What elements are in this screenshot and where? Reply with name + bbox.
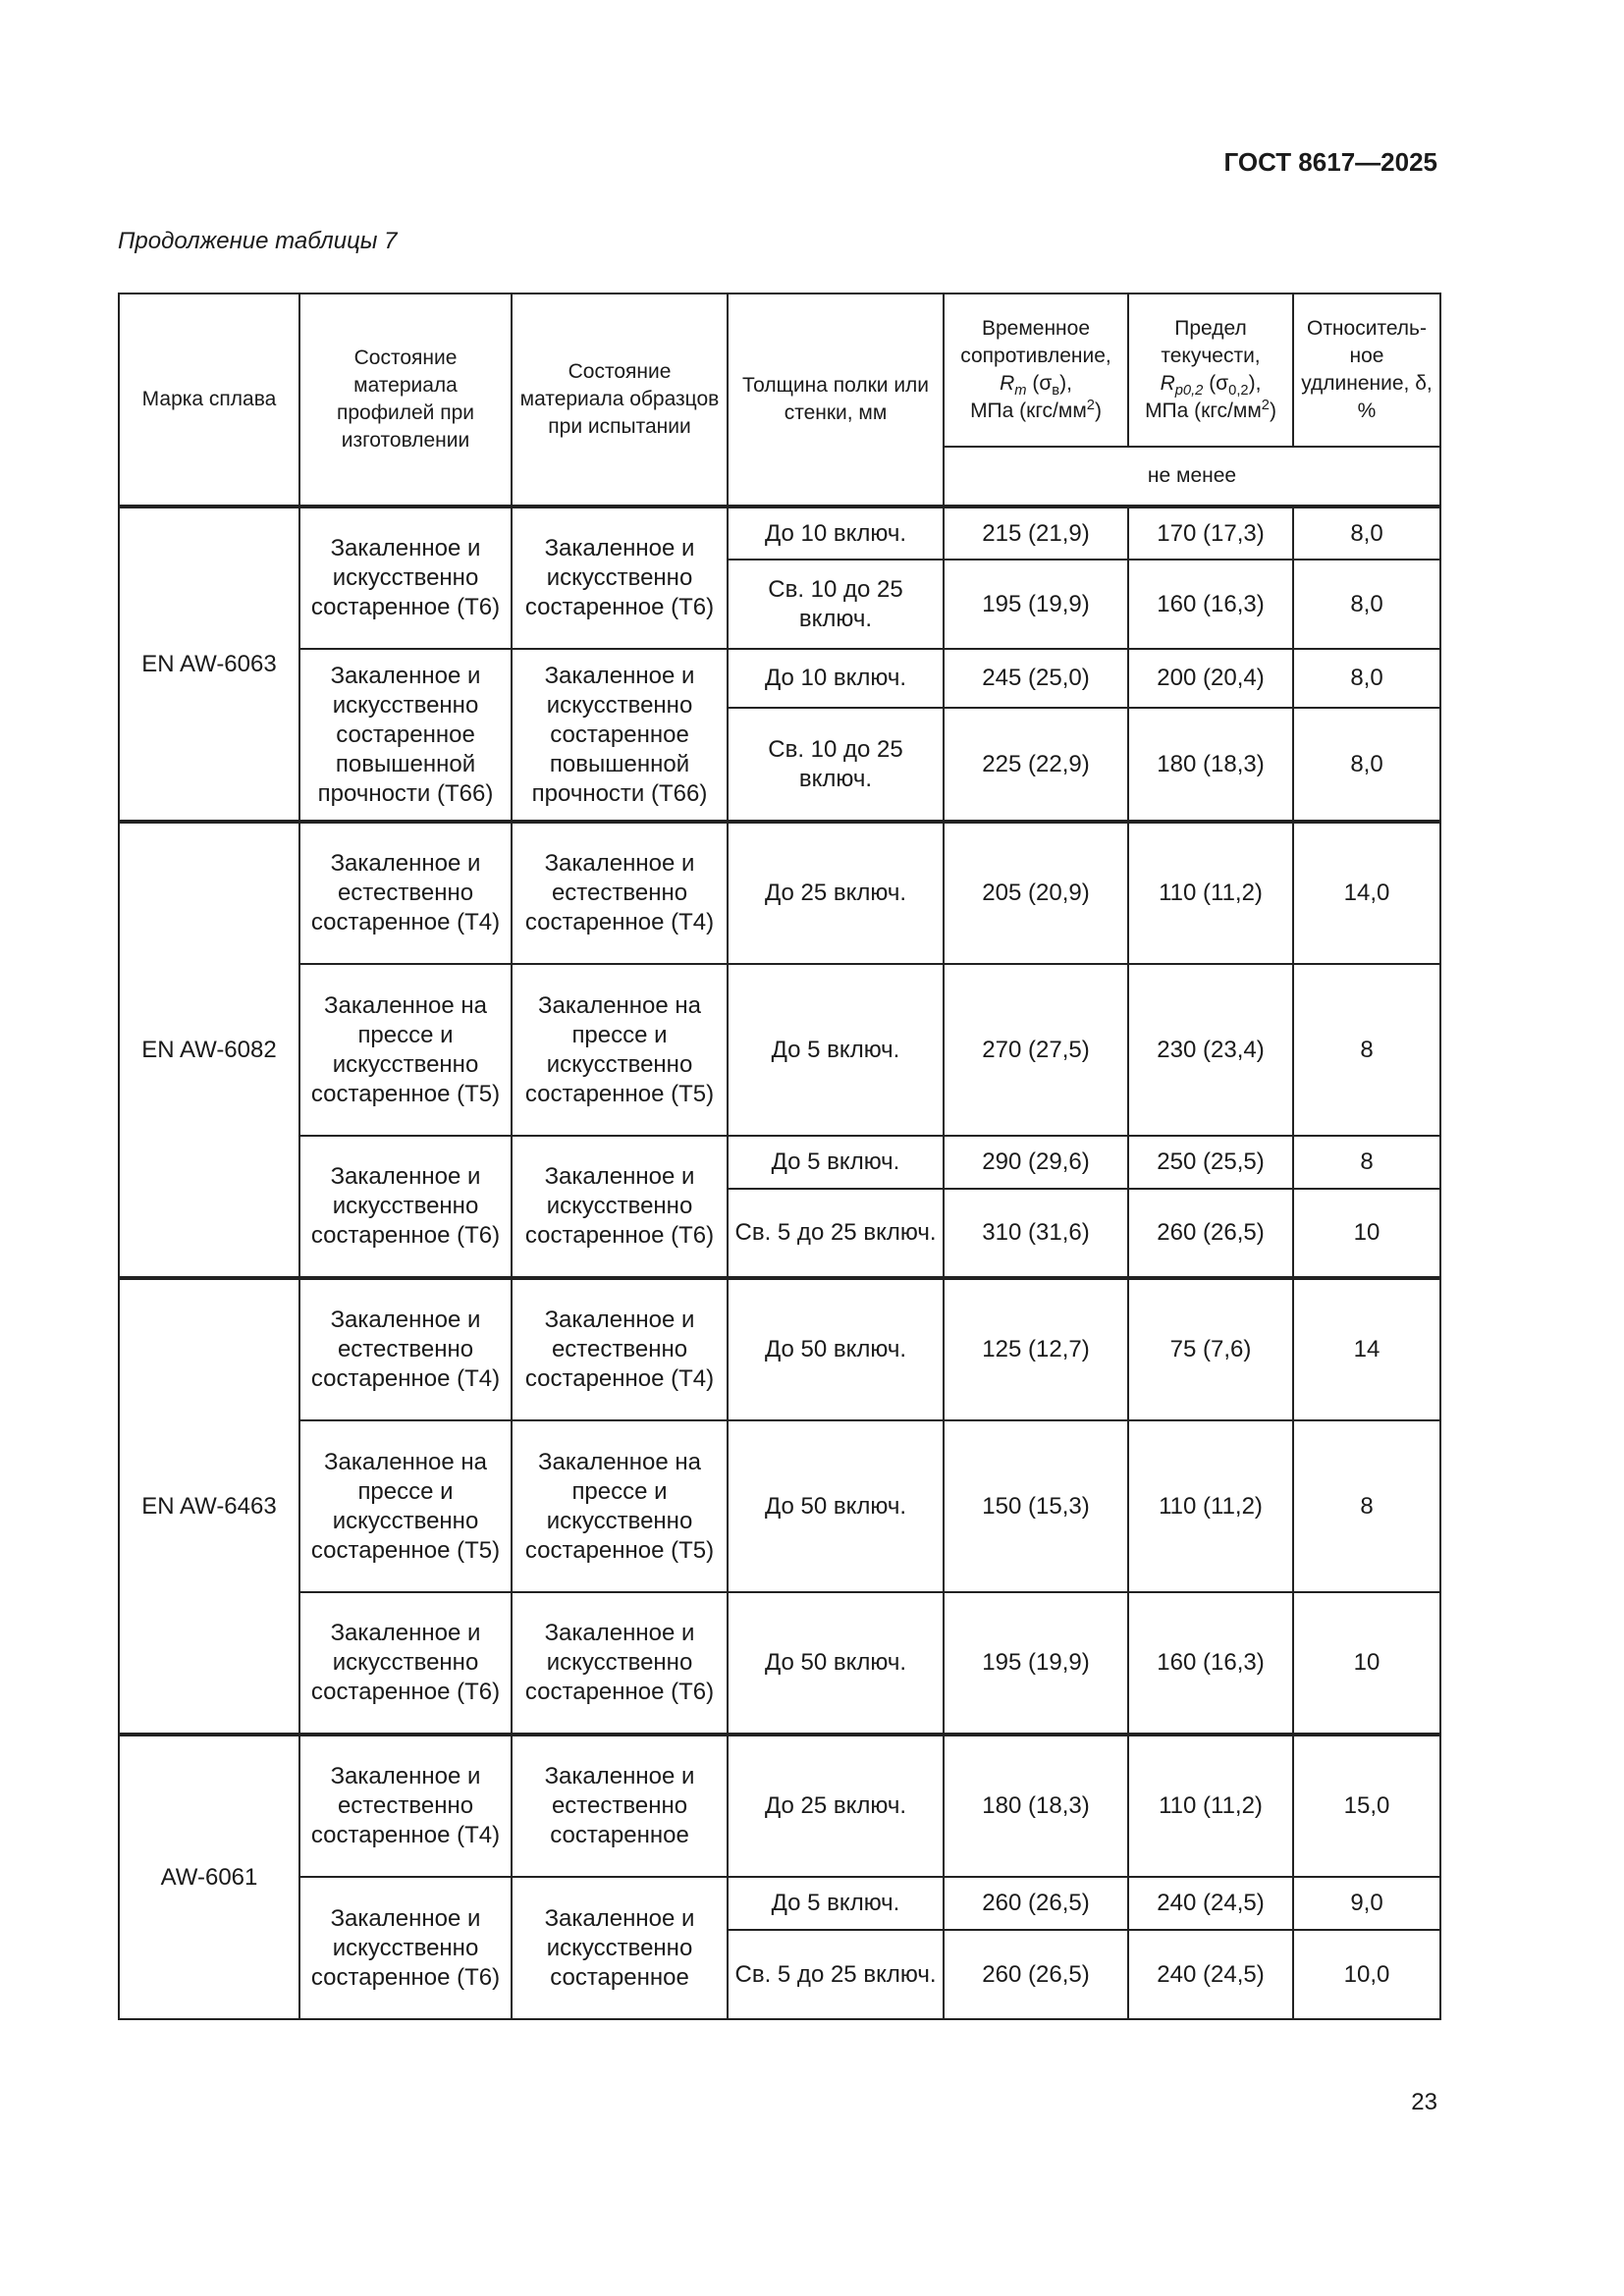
- elongation-cell: 8: [1293, 964, 1440, 1136]
- state-mfg-cell: Закаленное и естественно состаренное (Т4): [299, 1735, 512, 1877]
- header-state-testing: Состояние материала образцов при испытании: [512, 294, 728, 507]
- thickness-cell: До 50 включ.: [728, 1278, 944, 1420]
- header-state-manufacture: Состояние материала профилей при изготовлении: [299, 294, 512, 507]
- state-test-cell: Закаленное на прессе и искусственно состаренное (Т5): [512, 964, 728, 1136]
- yield-cell: 110 (11,2): [1128, 822, 1293, 964]
- state-mfg-cell: Закаленное и искусственно состаренное повышенной прочности (Т66): [299, 649, 512, 822]
- elongation-cell: 8,0: [1293, 708, 1440, 822]
- state-mfg-cell: Закаленное и естественно состаренное (Т4): [299, 822, 512, 964]
- state-mfg-cell: Закаленное и искусственно состаренное (Т6): [299, 1592, 512, 1735]
- state-test-cell: Закаленное и естественно состаренное (Т4): [512, 822, 728, 964]
- elongation-cell: 8,0: [1293, 507, 1440, 560]
- state-test-cell: Закаленное и искусственно состаренное повышенной прочности (Т66): [512, 649, 728, 822]
- elongation-cell: 10,0: [1293, 1930, 1440, 2019]
- yield-cell: 110 (11,2): [1128, 1420, 1293, 1592]
- elongation-cell: 10: [1293, 1592, 1440, 1735]
- table-row: [119, 507, 1440, 560]
- state-test-cell: Закаленное и искусственно состаренное (Т6): [512, 1592, 728, 1735]
- thickness-cell: Св. 5 до 25 включ.: [728, 1189, 944, 1278]
- yield-cell: 230 (23,4): [1128, 964, 1293, 1136]
- page-number: 23: [1411, 2089, 1437, 2115]
- thickness-cell: До 10 включ.: [728, 507, 944, 560]
- elongation-cell: 8,0: [1293, 560, 1440, 649]
- elongation-cell: 14,0: [1293, 822, 1440, 964]
- table-row: [119, 964, 1440, 1136]
- tensile-cell: 150 (15,3): [944, 1420, 1128, 1592]
- state-mfg-cell: Закаленное на прессе и искусственно состаренное (Т5): [299, 964, 512, 1136]
- table-row: [119, 649, 1440, 708]
- yield-cell: 240 (24,5): [1128, 1877, 1293, 1930]
- header-thickness: Толщина полки или стенки, мм: [728, 294, 944, 507]
- alloy-cell: EN AW-6463: [119, 1278, 299, 1735]
- state-mfg-cell: Закаленное на прессе и искусственно состаренное (Т5): [299, 1420, 512, 1592]
- tensile-cell: 225 (22,9): [944, 708, 1128, 822]
- yield-cell: 75 (7,6): [1128, 1278, 1293, 1420]
- state-mfg-cell: Закаленное и естественно состаренное (Т4): [299, 1278, 512, 1420]
- thickness-cell: До 50 включ.: [728, 1592, 944, 1735]
- alloy-cell: EN AW-6063: [119, 507, 299, 822]
- yield-cell: 250 (25,5): [1128, 1136, 1293, 1189]
- state-test-cell: Закаленное и искусственно состаренное (Т6): [512, 1136, 728, 1278]
- header-elongation: Относительное удлинение, δ, %: [1293, 294, 1440, 447]
- alloy-cell: AW-6061: [119, 1735, 299, 2019]
- thickness-cell: Св. 10 до 25 включ.: [728, 560, 944, 649]
- thickness-cell: До 50 включ.: [728, 1420, 944, 1592]
- yield-cell: 200 (20,4): [1128, 649, 1293, 708]
- elongation-cell: 8: [1293, 1136, 1440, 1189]
- thickness-cell: До 25 включ.: [728, 1735, 944, 1877]
- tensile-cell: 125 (12,7): [944, 1278, 1128, 1420]
- elongation-cell: 14: [1293, 1278, 1440, 1420]
- document-code: ГОСТ 8617—2025: [1223, 147, 1437, 177]
- yield-cell: 160 (16,3): [1128, 560, 1293, 649]
- tensile-cell: 205 (20,9): [944, 822, 1128, 964]
- state-mfg-cell: Закаленное и искусственно состаренное (Т6): [299, 1136, 512, 1278]
- thickness-cell: До 10 включ.: [728, 649, 944, 708]
- tensile-cell: 215 (21,9): [944, 507, 1128, 560]
- tensile-cell: 260 (26,5): [944, 1877, 1128, 1930]
- table-row: [119, 822, 1440, 964]
- table-row: [119, 1877, 1440, 1930]
- mechanical-properties-table: [118, 293, 1441, 2020]
- state-test-cell: Закаленное и искусственно состаренное: [512, 1877, 728, 2019]
- yield-cell: 180 (18,3): [1128, 708, 1293, 822]
- elongation-cell: 15,0: [1293, 1735, 1440, 1877]
- state-test-cell: Закаленное на прессе и искусственно состаренное (Т5): [512, 1420, 728, 1592]
- tensile-cell: 260 (26,5): [944, 1930, 1128, 2019]
- state-test-cell: Закаленное и естественно состаренное: [512, 1735, 728, 1877]
- state-mfg-cell: Закаленное и искусственно состаренное (Т6): [299, 1877, 512, 2019]
- table-row: [119, 1592, 1440, 1735]
- table-caption: Продолжение таблицы 7: [118, 228, 398, 254]
- table-row: [119, 1278, 1440, 1420]
- state-test-cell: Закаленное и естественно состаренное (Т4): [512, 1278, 728, 1420]
- state-mfg-cell: Закаленное и искусственно состаренное (Т6): [299, 507, 512, 649]
- tensile-cell: 290 (29,6): [944, 1136, 1128, 1189]
- yield-cell: 240 (24,5): [1128, 1930, 1293, 2019]
- header-min-note: не менее: [944, 447, 1440, 507]
- yield-cell: 110 (11,2): [1128, 1735, 1293, 1877]
- yield-cell: 260 (26,5): [1128, 1189, 1293, 1278]
- yield-cell: 160 (16,3): [1128, 1592, 1293, 1735]
- tensile-cell: 270 (27,5): [944, 964, 1128, 1136]
- table-row: [119, 1420, 1440, 1592]
- thickness-cell: Св. 5 до 25 включ.: [728, 1930, 944, 2019]
- table-row: [119, 1136, 1440, 1189]
- thickness-cell: До 5 включ.: [728, 1877, 944, 1930]
- table-row: [119, 1735, 1440, 1877]
- state-test-cell: Закаленное и искусственно состаренное (Т6): [512, 507, 728, 649]
- yield-cell: 170 (17,3): [1128, 507, 1293, 560]
- elongation-cell: 8: [1293, 1420, 1440, 1592]
- alloy-cell: EN AW-6082: [119, 822, 299, 1278]
- thickness-cell: До 25 включ.: [728, 822, 944, 964]
- elongation-cell: 10: [1293, 1189, 1440, 1278]
- thickness-cell: Св. 10 до 25 включ.: [728, 708, 944, 822]
- elongation-cell: 8,0: [1293, 649, 1440, 708]
- header-alloy: Марка сплава: [119, 294, 299, 507]
- tensile-cell: 195 (19,9): [944, 560, 1128, 649]
- elongation-cell: 9,0: [1293, 1877, 1440, 1930]
- tensile-cell: 195 (19,9): [944, 1592, 1128, 1735]
- tensile-cell: 180 (18,3): [944, 1735, 1128, 1877]
- header-yield-strength: Предел текучести, $R_{p0,2}$ $(\sigma_{0,2})$, МПа $(кгс/мм^2)$: [1128, 294, 1293, 447]
- tensile-cell: 245 (25,0): [944, 649, 1128, 708]
- thickness-cell: До 5 включ.: [728, 1136, 944, 1189]
- tensile-cell: 310 (31,6): [944, 1189, 1128, 1278]
- header-tensile-strength: Временное сопротивление, $R_m$ $(\sigma_в)$, МПа $(кгс/мм^2)$: [944, 294, 1128, 447]
- thickness-cell: До 5 включ.: [728, 964, 944, 1136]
